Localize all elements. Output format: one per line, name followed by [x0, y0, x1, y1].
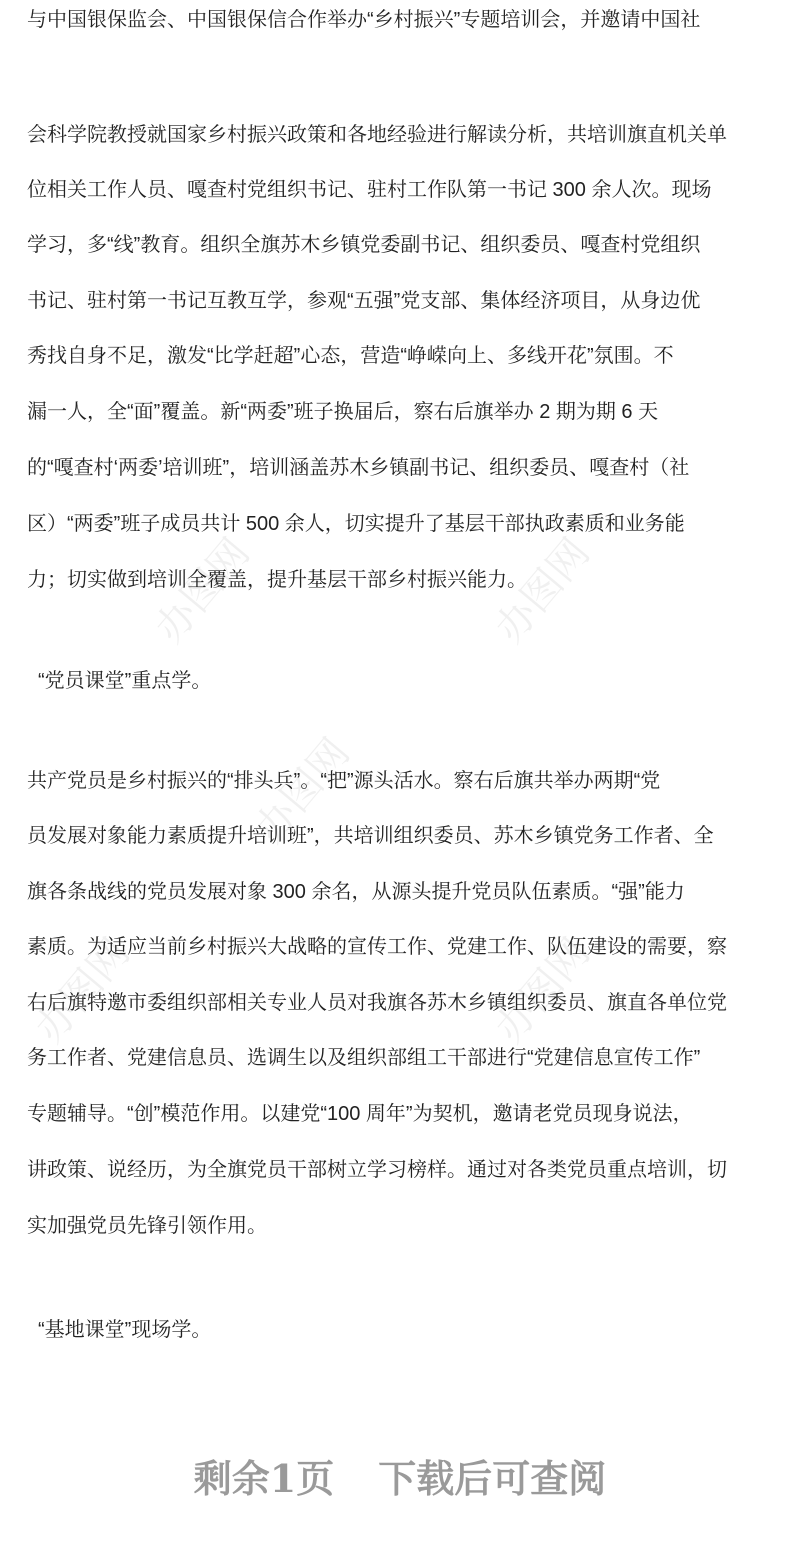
- section-heading: “基地课堂”现场学。: [38, 1319, 212, 1341]
- paragraph-line: 与中国银保监会、中国银保信合作举办“乡村振兴”专题培训会，并邀请中国社: [27, 9, 701, 31]
- download-prompt[interactable]: [0, 1448, 800, 1503]
- watermark: 办图网: [487, 930, 599, 1051]
- download-to-view-label[interactable]: 下载后可查阅: [378, 1456, 607, 1501]
- paragraph-line: 旗各条战线的党员发展对象 300 余名，从源头提升党员队伍素质。“强”能力: [27, 881, 685, 903]
- watermark: 办图网: [487, 530, 599, 651]
- paragraph-line: 实加强党员先锋引领作用。: [27, 1215, 267, 1237]
- watermark: 办图网: [247, 730, 359, 851]
- paragraph-line: 共产党员是乡村振兴的“排头兵”。“把”源头活水。察右后旗共举办两期“党: [27, 770, 661, 792]
- paragraph-line: 力；切实做到培训全覆盖，提升基层干部乡村振兴能力。: [27, 569, 527, 591]
- paragraph-line: 秀找自身不足，激发“比学赶超”心态，营造“峥嵘向上、多线开花”氛围。不: [27, 345, 674, 367]
- paragraph-line: 会科学院教授就国家乡村振兴政策和各地经验进行解读分析，共培训旗直机关单: [27, 124, 727, 146]
- paragraph-line: 书记、驻村第一书记互教互学，参观“五强”党支部、集体经济项目，从身边优: [27, 290, 701, 312]
- paragraph-line: 员发展对象能力素质提升培训班”，共培训组织委员、苏木乡镇党务工作者、全: [27, 825, 714, 847]
- paragraph-line: 专题辅导。“创”模范作用。以建党“100 周年”为契机，邀请老党员现身说法，: [27, 1103, 693, 1125]
- paragraph-line: 右后旗特邀市委组织部相关专业人员对我旗各苏木乡镇组织委员、旗直各单位党: [27, 992, 727, 1014]
- watermark: 办图网: [147, 530, 259, 651]
- paragraph-line: 漏一人，全“面”覆盖。新“两委”班子换届后，察右后旗举办 2 期为期 6 天: [27, 401, 659, 423]
- section-heading: “党员课堂”重点学。: [38, 670, 212, 692]
- paragraph-line: 务工作者、党建信息员、选调生以及组织部组工干部进行“党建信息宣传工作”: [27, 1047, 701, 1069]
- remaining-pages-label: 剩余1页: [193, 1456, 335, 1501]
- paragraph-line: 位相关工作人员、嘎查村党组织书记、驻村工作队第一书记 300 余人次。现场: [27, 179, 712, 201]
- paragraph-line: 素质。为适应当前乡村振兴大战略的宣传工作、党建工作、队伍建设的需要，察: [27, 936, 727, 958]
- paragraph-line: 的“嘎查村‘两委’培训班”，培训涵盖苏木乡镇副书记、组织委员、嘎查村（社: [27, 457, 690, 479]
- paragraph-line: 学习，多“线”教育。组织全旗苏木乡镇党委副书记、组织委员、嘎查村党组织: [27, 234, 701, 256]
- paragraph-line: 讲政策、说经历，为全旗党员干部树立学习榜样。通过对各类党员重点培训，切: [27, 1159, 727, 1181]
- paragraph-line: 区）“两委”班子成员共计 500 余人，切实提升了基层干部执政素质和业务能: [27, 513, 685, 535]
- watermark: 办图网: [27, 930, 139, 1051]
